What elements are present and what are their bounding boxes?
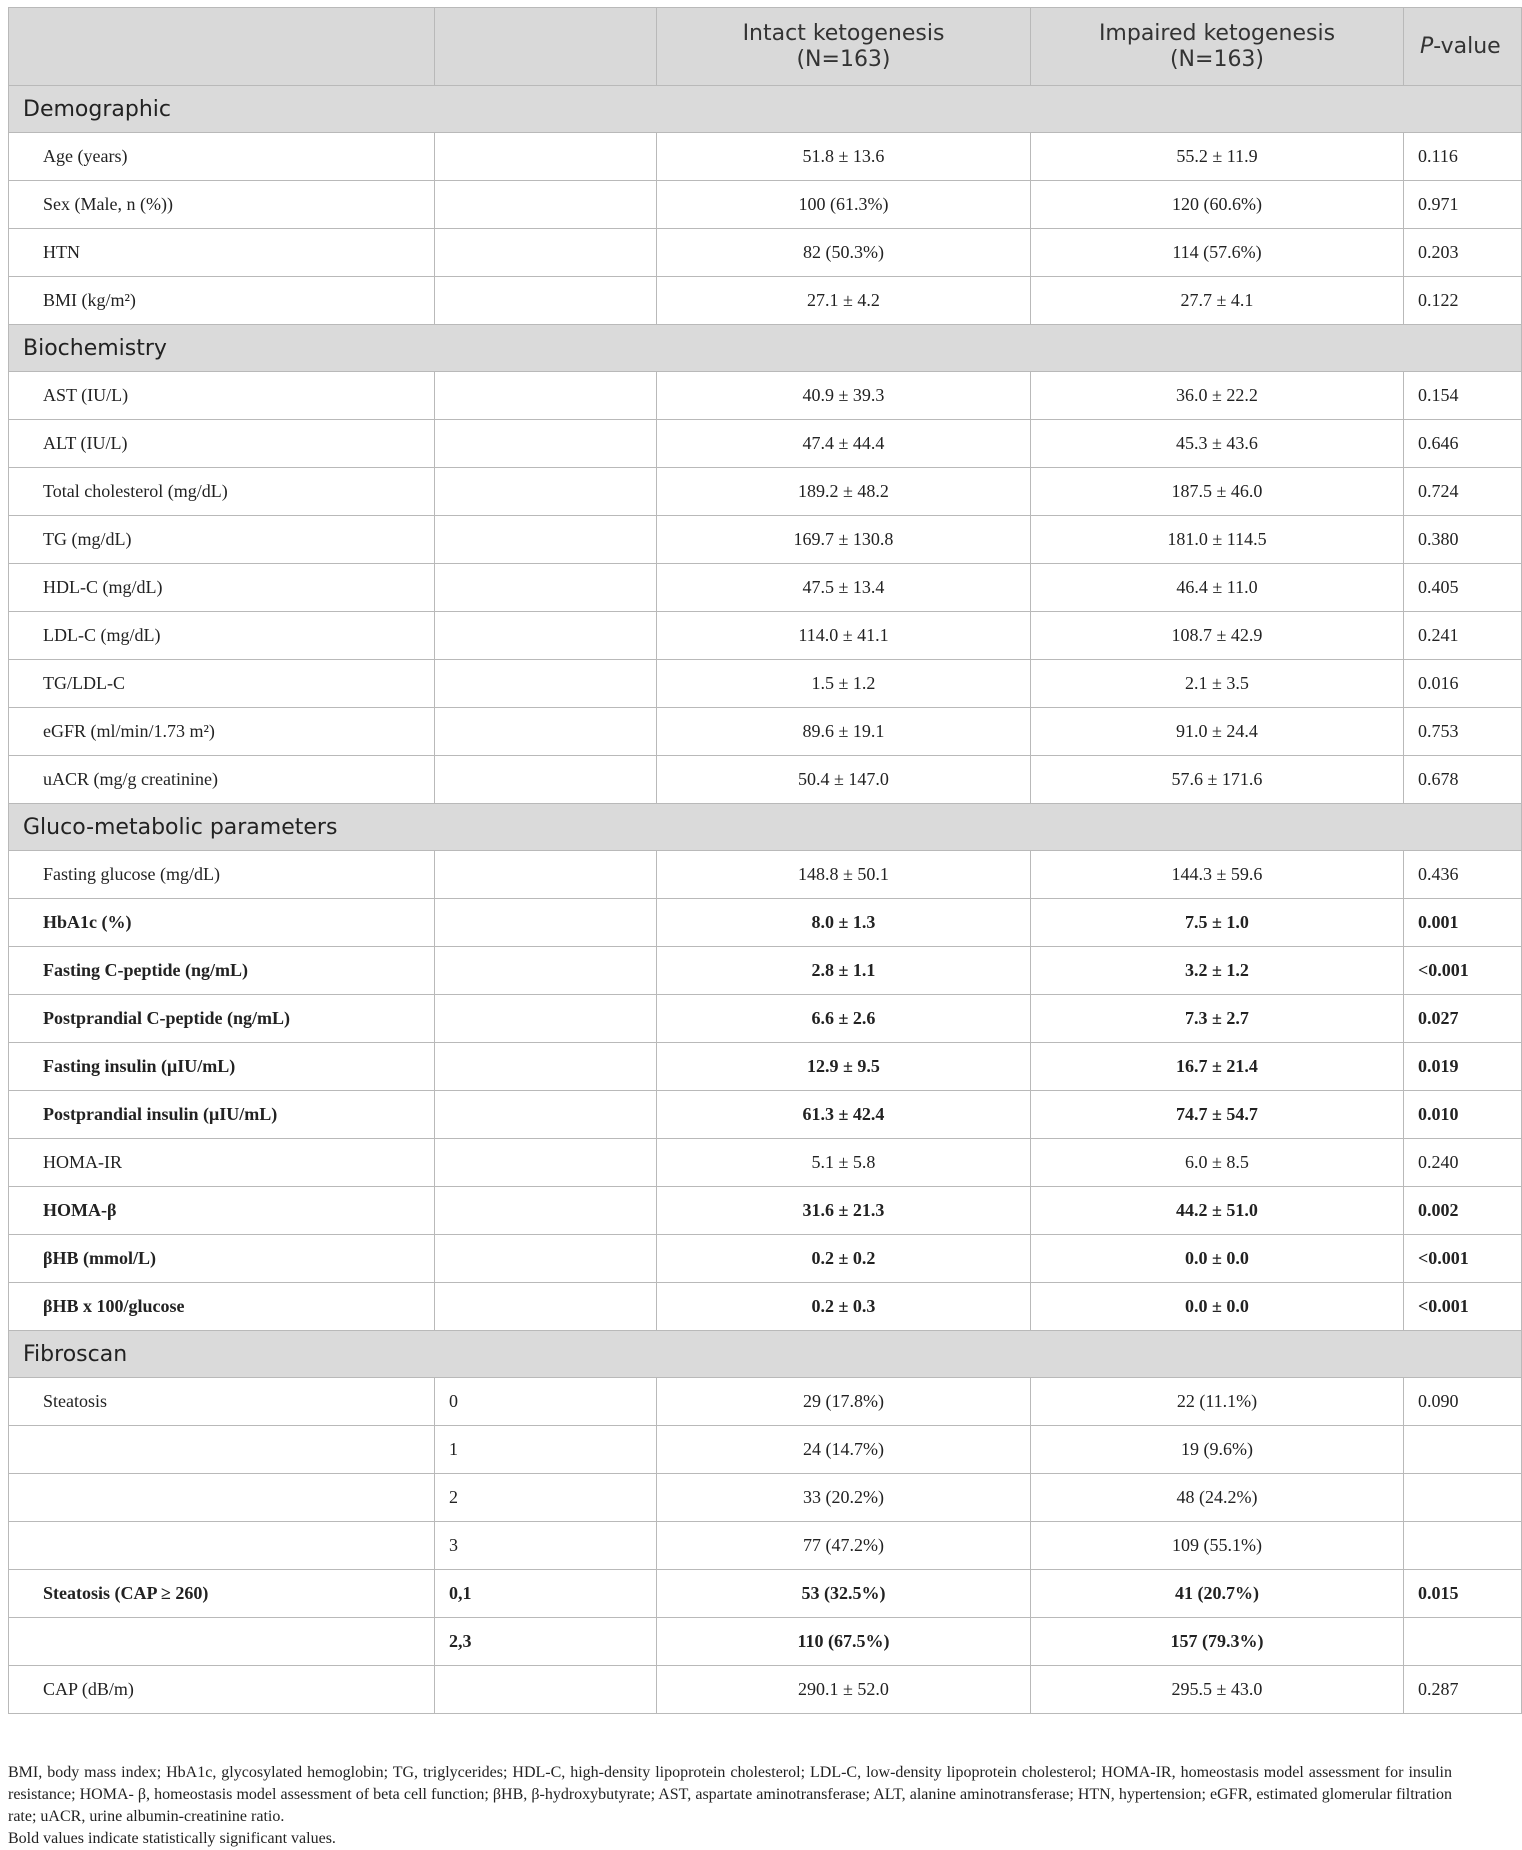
row-label: βHB x 100/glucose bbox=[9, 1283, 435, 1331]
table-row bbox=[9, 1235, 1522, 1283]
header-impaired-n: (N=163) bbox=[1169, 46, 1265, 72]
table-row bbox=[9, 229, 1522, 277]
section-title: Biochemistry bbox=[9, 325, 1522, 372]
row-subcategory bbox=[435, 660, 657, 708]
p-value: 0.436 bbox=[1404, 851, 1522, 899]
p-value: 0.203 bbox=[1404, 229, 1522, 277]
intact-value: 12.9 ± 9.5 bbox=[657, 1043, 1031, 1091]
impaired-value: 6.0 ± 8.5 bbox=[1031, 1139, 1404, 1187]
table-row bbox=[9, 468, 1522, 516]
table-row bbox=[9, 1091, 1522, 1139]
intact-value: 1.5 ± 1.2 bbox=[657, 660, 1031, 708]
p-value: 0.241 bbox=[1404, 612, 1522, 660]
row-label: HDL-C (mg/dL) bbox=[9, 564, 435, 612]
table-body bbox=[9, 86, 1522, 1714]
impaired-value: 7.3 ± 2.7 bbox=[1031, 995, 1404, 1043]
intact-value: 27.1 ± 4.2 bbox=[657, 277, 1031, 325]
row-label: LDL-C (mg/dL) bbox=[9, 612, 435, 660]
header-intact-n: (N=163) bbox=[796, 46, 891, 72]
row-label: Postprandial insulin (μIU/mL) bbox=[9, 1091, 435, 1139]
table-row bbox=[9, 612, 1522, 660]
header-pvalue bbox=[1404, 8, 1522, 86]
row-subcategory bbox=[435, 1235, 657, 1283]
intact-value: 114.0 ± 41.1 bbox=[657, 612, 1031, 660]
impaired-value: 2.1 ± 3.5 bbox=[1031, 660, 1404, 708]
p-value: 0.122 bbox=[1404, 277, 1522, 325]
p-value: 0.015 bbox=[1404, 1570, 1522, 1618]
intact-value: 31.6 ± 21.3 bbox=[657, 1187, 1031, 1235]
table-row bbox=[9, 1378, 1522, 1426]
impaired-value: 46.4 ± 11.0 bbox=[1031, 564, 1404, 612]
header-pvalue-italic: P bbox=[1420, 33, 1434, 59]
header-impaired-title: Impaired ketogenesis bbox=[1098, 20, 1336, 46]
p-value bbox=[1404, 1522, 1522, 1570]
row-label: Steatosis (CAP ≥ 260) bbox=[9, 1570, 435, 1618]
row-label: HOMA-β bbox=[9, 1187, 435, 1235]
intact-value: 290.1 ± 52.0 bbox=[657, 1666, 1031, 1714]
row-subcategory bbox=[435, 1139, 657, 1187]
row-label: Postprandial C-peptide (ng/mL) bbox=[9, 995, 435, 1043]
row-subcategory bbox=[435, 1666, 657, 1714]
intact-value: 0.2 ± 0.3 bbox=[657, 1283, 1031, 1331]
table-row bbox=[9, 1426, 1522, 1474]
impaired-value: 0.0 ± 0.0 bbox=[1031, 1283, 1404, 1331]
table-row bbox=[9, 1522, 1522, 1570]
intact-value: 148.8 ± 50.1 bbox=[657, 851, 1031, 899]
row-label: CAP (dB/m) bbox=[9, 1666, 435, 1714]
row-subcategory bbox=[435, 1187, 657, 1235]
table-row bbox=[9, 420, 1522, 468]
impaired-value: 55.2 ± 11.9 bbox=[1031, 133, 1404, 181]
row-subcategory: 0 bbox=[435, 1378, 657, 1426]
intact-value: 47.4 ± 44.4 bbox=[657, 420, 1031, 468]
row-subcategory bbox=[435, 1283, 657, 1331]
p-value: 0.001 bbox=[1404, 899, 1522, 947]
impaired-value: 181.0 ± 114.5 bbox=[1031, 516, 1404, 564]
row-subcategory: 3 bbox=[435, 1522, 657, 1570]
intact-value: 50.4 ± 147.0 bbox=[657, 756, 1031, 804]
row-subcategory: 2 bbox=[435, 1474, 657, 1522]
table-row bbox=[9, 851, 1522, 899]
table-row bbox=[9, 1474, 1522, 1522]
row-subcategory bbox=[435, 899, 657, 947]
impaired-value: 16.7 ± 21.4 bbox=[1031, 1043, 1404, 1091]
impaired-value: 7.5 ± 1.0 bbox=[1031, 899, 1404, 947]
row-label bbox=[9, 1474, 435, 1522]
impaired-value: 0.0 ± 0.0 bbox=[1031, 1235, 1404, 1283]
impaired-value: 120 (60.6%) bbox=[1031, 181, 1404, 229]
impaired-value: 27.7 ± 4.1 bbox=[1031, 277, 1404, 325]
p-value: <0.001 bbox=[1404, 947, 1522, 995]
impaired-value: 295.5 ± 43.0 bbox=[1031, 1666, 1404, 1714]
intact-value: 189.2 ± 48.2 bbox=[657, 468, 1031, 516]
intact-value: 53 (32.5%) bbox=[657, 1570, 1031, 1618]
row-label: eGFR (ml/min/1.73 m²) bbox=[9, 708, 435, 756]
impaired-value: 36.0 ± 22.2 bbox=[1031, 372, 1404, 420]
p-value: 0.971 bbox=[1404, 181, 1522, 229]
row-label: Total cholesterol (mg/dL) bbox=[9, 468, 435, 516]
p-value: 0.116 bbox=[1404, 133, 1522, 181]
intact-value: 51.8 ± 13.6 bbox=[657, 133, 1031, 181]
p-value: 0.240 bbox=[1404, 1139, 1522, 1187]
impaired-value: 3.2 ± 1.2 bbox=[1031, 947, 1404, 995]
table-row bbox=[9, 947, 1522, 995]
impaired-value: 108.7 ± 42.9 bbox=[1031, 612, 1404, 660]
table-row bbox=[9, 660, 1522, 708]
table-row bbox=[9, 277, 1522, 325]
intact-value: 82 (50.3%) bbox=[657, 229, 1031, 277]
intact-value: 24 (14.7%) bbox=[657, 1426, 1031, 1474]
intact-value: 6.6 ± 2.6 bbox=[657, 995, 1031, 1043]
header-blank-1 bbox=[9, 8, 435, 86]
intact-value: 47.5 ± 13.4 bbox=[657, 564, 1031, 612]
table-row bbox=[9, 1618, 1522, 1666]
row-label: HbA1c (%) bbox=[9, 899, 435, 947]
intact-value: 77 (47.2%) bbox=[657, 1522, 1031, 1570]
row-subcategory bbox=[435, 277, 657, 325]
table-row bbox=[9, 1666, 1522, 1714]
header-pvalue-rest: -value bbox=[1433, 33, 1501, 59]
footnote-abbreviations: BMI, body mass index; HbA1c, glycosylated hemoglobin; TG, triglycerides; HDL-C, high-density lipoprotein cholesterol; LDL-C, low-density lipoprotein cholesterol; HOMA-IR, homeostasis model assessment for insulin resistance; HOMA- β, homeostasis model assessment of beta cell function; βHB, β-hydroxybutyrate; AST, aspartate aminotransferase; ALT, alanine aminotransferase; HTN, hypertension; eGFR, estimated glomerular filtration rate; uACR, urine albumin-creatinine ratio. bbox=[8, 1764, 1452, 1825]
row-subcategory: 0,1 bbox=[435, 1570, 657, 1618]
impaired-value: 91.0 ± 24.4 bbox=[1031, 708, 1404, 756]
row-subcategory bbox=[435, 851, 657, 899]
table-row bbox=[9, 708, 1522, 756]
header-impaired bbox=[1031, 8, 1404, 86]
intact-value: 89.6 ± 19.1 bbox=[657, 708, 1031, 756]
table-row bbox=[9, 372, 1522, 420]
row-subcategory bbox=[435, 181, 657, 229]
impaired-value: 109 (55.1%) bbox=[1031, 1522, 1404, 1570]
p-value: 0.646 bbox=[1404, 420, 1522, 468]
table-row bbox=[9, 1139, 1522, 1187]
row-subcategory bbox=[435, 756, 657, 804]
row-label: AST (IU/L) bbox=[9, 372, 435, 420]
intact-value: 8.0 ± 1.3 bbox=[657, 899, 1031, 947]
row-subcategory bbox=[435, 1043, 657, 1091]
row-label: Fasting glucose (mg/dL) bbox=[9, 851, 435, 899]
row-label bbox=[9, 1426, 435, 1474]
header-intact bbox=[657, 8, 1031, 86]
impaired-value: 144.3 ± 59.6 bbox=[1031, 851, 1404, 899]
row-label: Age (years) bbox=[9, 133, 435, 181]
table-row bbox=[9, 564, 1522, 612]
row-label: ALT (IU/L) bbox=[9, 420, 435, 468]
table-row bbox=[9, 1043, 1522, 1091]
section-title: Gluco-metabolic parameters bbox=[9, 804, 1522, 851]
impaired-value: 22 (11.1%) bbox=[1031, 1378, 1404, 1426]
p-value: 0.753 bbox=[1404, 708, 1522, 756]
intact-value: 110 (67.5%) bbox=[657, 1618, 1031, 1666]
header-intact-title: Intact ketogenesis bbox=[742, 20, 945, 46]
header-blank-2 bbox=[435, 8, 657, 86]
p-value: 0.380 bbox=[1404, 516, 1522, 564]
p-value: 0.287 bbox=[1404, 1666, 1522, 1714]
impaired-value: 57.6 ± 171.6 bbox=[1031, 756, 1404, 804]
p-value bbox=[1404, 1426, 1522, 1474]
row-label: TG (mg/dL) bbox=[9, 516, 435, 564]
p-value: 0.724 bbox=[1404, 468, 1522, 516]
table-row bbox=[9, 181, 1522, 229]
impaired-value: 48 (24.2%) bbox=[1031, 1474, 1404, 1522]
intact-value: 33 (20.2%) bbox=[657, 1474, 1031, 1522]
row-label: BMI (kg/m²) bbox=[9, 277, 435, 325]
table-row bbox=[9, 1570, 1522, 1618]
results-table-container bbox=[8, 7, 1501, 1714]
p-value bbox=[1404, 1618, 1522, 1666]
row-label: Sex (Male, n (%)) bbox=[9, 181, 435, 229]
table-row bbox=[9, 133, 1522, 181]
row-subcategory bbox=[435, 133, 657, 181]
row-label: Fasting C-peptide (ng/mL) bbox=[9, 947, 435, 995]
row-label bbox=[9, 1522, 435, 1570]
p-value: 0.090 bbox=[1404, 1378, 1522, 1426]
row-subcategory bbox=[435, 564, 657, 612]
table-row bbox=[9, 516, 1522, 564]
row-subcategory bbox=[435, 708, 657, 756]
table-row bbox=[9, 1283, 1522, 1331]
impaired-value: 44.2 ± 51.0 bbox=[1031, 1187, 1404, 1235]
row-label bbox=[9, 1618, 435, 1666]
impaired-value: 45.3 ± 43.6 bbox=[1031, 420, 1404, 468]
p-value: 0.002 bbox=[1404, 1187, 1522, 1235]
row-subcategory: 2,3 bbox=[435, 1618, 657, 1666]
intact-value: 2.8 ± 1.1 bbox=[657, 947, 1031, 995]
p-value: 0.154 bbox=[1404, 372, 1522, 420]
row-subcategory bbox=[435, 229, 657, 277]
row-label: HOMA-IR bbox=[9, 1139, 435, 1187]
intact-value: 29 (17.8%) bbox=[657, 1378, 1031, 1426]
intact-value: 169.7 ± 130.8 bbox=[657, 516, 1031, 564]
results-table bbox=[8, 7, 1522, 1714]
p-value: 0.678 bbox=[1404, 756, 1522, 804]
impaired-value: 114 (57.6%) bbox=[1031, 229, 1404, 277]
table-row bbox=[9, 756, 1522, 804]
impaired-value: 74.7 ± 54.7 bbox=[1031, 1091, 1404, 1139]
intact-value: 0.2 ± 0.2 bbox=[657, 1235, 1031, 1283]
p-value: <0.001 bbox=[1404, 1235, 1522, 1283]
section-header-row bbox=[9, 86, 1522, 133]
intact-value: 5.1 ± 5.8 bbox=[657, 1139, 1031, 1187]
row-label: HTN bbox=[9, 229, 435, 277]
row-subcategory bbox=[435, 372, 657, 420]
impaired-value: 157 (79.3%) bbox=[1031, 1618, 1404, 1666]
p-value: 0.010 bbox=[1404, 1091, 1522, 1139]
row-label: Steatosis bbox=[9, 1378, 435, 1426]
section-header-row bbox=[9, 1331, 1522, 1378]
section-title: Demographic bbox=[9, 86, 1522, 133]
section-header-row bbox=[9, 804, 1522, 851]
row-label: TG/LDL-C bbox=[9, 660, 435, 708]
intact-value: 40.9 ± 39.3 bbox=[657, 372, 1031, 420]
impaired-value: 187.5 ± 46.0 bbox=[1031, 468, 1404, 516]
impaired-value: 19 (9.6%) bbox=[1031, 1426, 1404, 1474]
row-subcategory bbox=[435, 947, 657, 995]
p-value: <0.001 bbox=[1404, 1283, 1522, 1331]
footnote-bold-note: Bold values indicate statistically significant values. bbox=[8, 1830, 336, 1847]
table-row bbox=[9, 995, 1522, 1043]
table-row bbox=[9, 1187, 1522, 1235]
p-value: 0.405 bbox=[1404, 564, 1522, 612]
p-value: 0.027 bbox=[1404, 995, 1522, 1043]
table-footnote bbox=[8, 1762, 1452, 1850]
impaired-value: 41 (20.7%) bbox=[1031, 1570, 1404, 1618]
p-value: 0.019 bbox=[1404, 1043, 1522, 1091]
intact-value: 100 (61.3%) bbox=[657, 181, 1031, 229]
section-header-row bbox=[9, 325, 1522, 372]
p-value: 0.016 bbox=[1404, 660, 1522, 708]
row-label: uACR (mg/g creatinine) bbox=[9, 756, 435, 804]
section-title: Fibroscan bbox=[9, 1331, 1522, 1378]
row-subcategory bbox=[435, 420, 657, 468]
row-subcategory bbox=[435, 612, 657, 660]
intact-value: 61.3 ± 42.4 bbox=[657, 1091, 1031, 1139]
table-header bbox=[9, 8, 1522, 86]
row-label: βHB (mmol/L) bbox=[9, 1235, 435, 1283]
row-label: Fasting insulin (μIU/mL) bbox=[9, 1043, 435, 1091]
table-row bbox=[9, 899, 1522, 947]
row-subcategory bbox=[435, 995, 657, 1043]
row-subcategory bbox=[435, 516, 657, 564]
p-value bbox=[1404, 1474, 1522, 1522]
row-subcategory bbox=[435, 468, 657, 516]
row-subcategory bbox=[435, 1091, 657, 1139]
row-subcategory: 1 bbox=[435, 1426, 657, 1474]
